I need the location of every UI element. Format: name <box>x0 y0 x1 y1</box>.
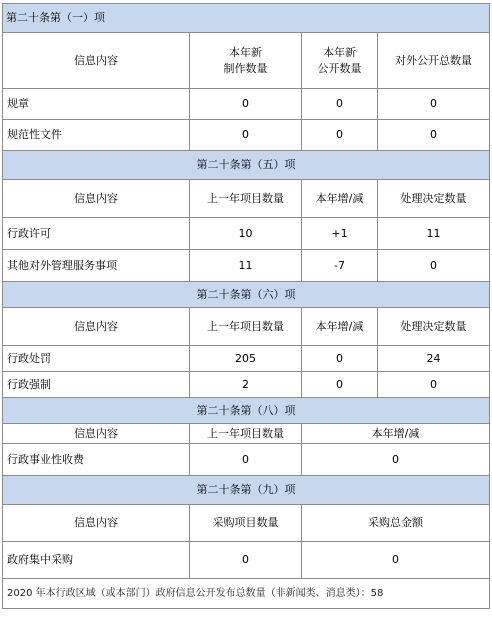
column-header: 采购项目数量 <box>190 505 302 542</box>
cell-value: 0 <box>302 120 378 151</box>
column-header: 上一年项目数量 <box>190 308 302 346</box>
section-header <box>3 151 490 180</box>
column-header: 本年新 公开数量 <box>302 33 378 89</box>
table-row <box>3 89 490 120</box>
table-header-row <box>3 33 490 89</box>
cell-value: 0 <box>190 444 302 476</box>
row-label: 行政处罚 <box>3 346 190 372</box>
row-label: 规范性文件 <box>3 120 190 151</box>
summary-text: 2020 年本行政区域（或本部门）政府信息公开发布总数量（非新闻类、消息类）：58 <box>3 579 490 609</box>
row-label: 政府集中采购 <box>3 542 190 579</box>
column-header: 本年新 制作数量 <box>190 33 302 89</box>
column-header: 信息内容 <box>3 33 190 89</box>
cell-value: 2 <box>190 372 302 398</box>
cell-value: 0 <box>302 444 490 476</box>
cell-value: 10 <box>190 218 302 250</box>
cell-value: 0 <box>302 89 378 120</box>
cell-value: 0 <box>378 89 490 120</box>
row-label: 规章 <box>3 89 190 120</box>
section-title: 第二十条第（八）项 <box>3 398 490 424</box>
column-header: 本年增/减 <box>302 180 378 218</box>
table-row <box>3 218 490 250</box>
table-row <box>3 372 490 398</box>
column-header: 上一年项目数量 <box>190 180 302 218</box>
table-row <box>3 120 490 151</box>
table-row <box>3 444 490 476</box>
column-header: 采购总金额 <box>302 505 490 542</box>
column-header: 对外公开总数量 <box>378 33 490 89</box>
row-label: 行政许可 <box>3 218 190 250</box>
column-header: 上一年项目数量 <box>190 424 302 444</box>
cell-value: 11 <box>190 250 302 282</box>
column-header: 本年增/减 <box>302 424 490 444</box>
column-header: 本年增/减 <box>302 308 378 346</box>
cell-value: 0 <box>190 89 302 120</box>
section-header <box>3 4 490 33</box>
cell-value: 0 <box>378 120 490 151</box>
section-header <box>3 476 490 505</box>
cell-value: 205 <box>190 346 302 372</box>
table-header-row <box>3 505 490 542</box>
disclosure-table <box>2 3 490 609</box>
table-row <box>3 542 490 579</box>
row-label: 行政事业性收费 <box>3 444 190 476</box>
cell-value: 11 <box>378 218 490 250</box>
cell-value: 0 <box>302 542 490 579</box>
cell-value: 24 <box>378 346 490 372</box>
column-header: 信息内容 <box>3 424 190 444</box>
section-title: 第二十条第（六）项 <box>3 282 490 308</box>
column-header: 信息内容 <box>3 180 190 218</box>
column-header: 信息内容 <box>3 308 190 346</box>
table-header-row <box>3 180 490 218</box>
cell-value: 0 <box>190 542 302 579</box>
row-label: 行政强制 <box>3 372 190 398</box>
section-header <box>3 282 490 308</box>
cell-value: 0 <box>378 250 490 282</box>
table-header-row <box>3 308 490 346</box>
table-row <box>3 250 490 282</box>
cell-value: +1 <box>302 218 378 250</box>
cell-value: 0 <box>378 372 490 398</box>
column-header: 处理决定数量 <box>378 180 490 218</box>
column-header: 处理决定数量 <box>378 308 490 346</box>
table-row <box>3 346 490 372</box>
section-title: 第二十条第（一）项 <box>3 4 490 33</box>
column-header: 信息内容 <box>3 505 190 542</box>
section-title: 第二十条第（五）项 <box>3 151 490 180</box>
cell-value: 0 <box>190 120 302 151</box>
table-header-row <box>3 424 490 444</box>
cell-value: 0 <box>302 372 378 398</box>
cell-value: 0 <box>302 346 378 372</box>
section-header <box>3 398 490 424</box>
section-title: 第二十条第（九）项 <box>3 476 490 505</box>
summary-row <box>3 579 490 609</box>
row-label: 其他对外管理服务事项 <box>3 250 190 282</box>
cell-value: -7 <box>302 250 378 282</box>
